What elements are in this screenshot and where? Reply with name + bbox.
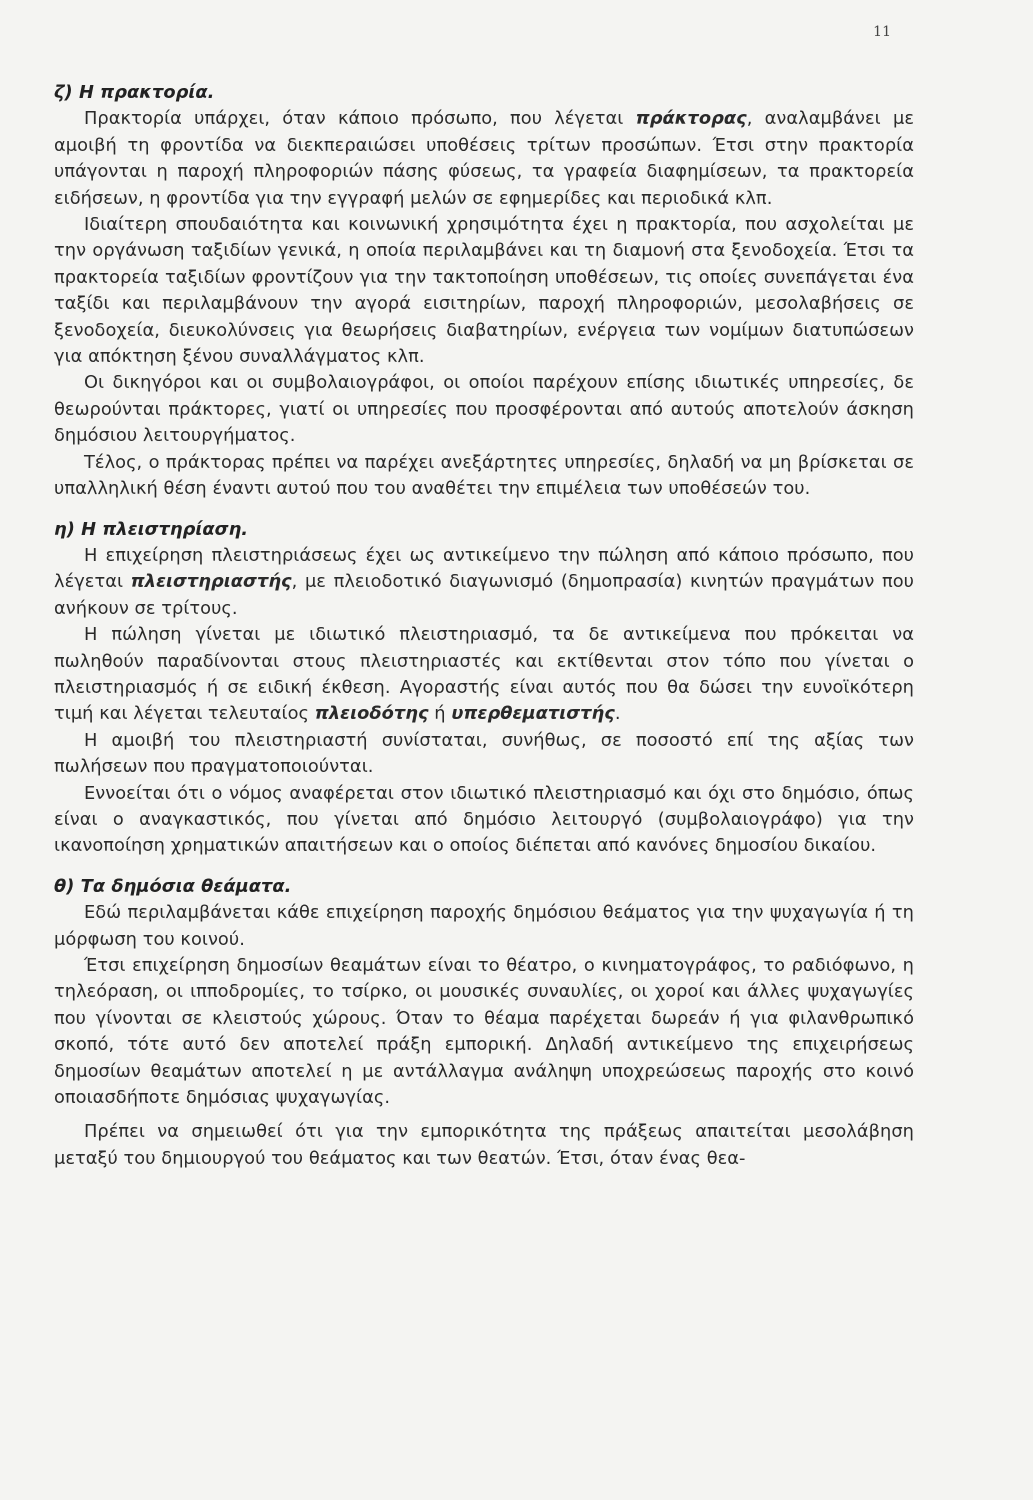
paragraph: Η επιχείρηση πλειστηριάσεως έχει ως αντικείμενο την πώληση από κάποιο πρόσωπο, που λέγεται πλειστηριαστής, με πλειοδοτικό διαγωνισμό (δημοπρασία) κινητών πραγμάτων που ανήκουν σε τρίτους. xyxy=(54,544,915,619)
section-heading-agency: ζ) Η πρακτορία. xyxy=(54,82,215,103)
defined-term: πλειστηριαστής xyxy=(130,571,292,593)
paragraph: Η αμοιβή του πλειστηριαστή συνίσταται, συνήθως, σε ποσοστό επί της αξίας των πωλήσεων που πραγματοποιούνται. xyxy=(54,729,914,778)
section-heading-auction: η) Η πλειστηρίαση. xyxy=(54,518,249,540)
paragraph: Εδώ περιλαμβάνεται κάθε επιχείρηση παροχής δημόσιου θεάματος για την ψυχαγωγία ή τη μόρφωση του κοινού. xyxy=(54,902,914,950)
defined-term: υπερθεματιστής xyxy=(451,703,615,725)
paragraph: Ιδιαίτερη σπουδαιότητα και κοινωνική χρησιμότητα έχει η πρακτορία, που ασχολείται με την οργάνωση ταξιδίων γενικά, η οποία περιλαμβάνει και τη διαμονή στα ξενοδοχεία. Έτσι τα πρακτορεία ταξιδίων φροντίζουν για την τακτοποίηση υποθέσεων, τις οποίες συνεπάγεται ένα ταξίδι και περιλαμβάνουν την αγορά εισιτηρίων, παροχή πληροφοριών, μεσολαβήσεις σε ξενοδοχεία, διευκολύνσεις για θεωρήσεις διαβατηρίων, ενέργεια των νομίμων διατυπώσεων για απόκτηση ξένου συναλλάγματος κλπ. xyxy=(54,214,914,368)
paragraph: Πρακτορία υπάρχει, όταν κάποιο πρόσωπο, που λέγεται πράκτορας, αναλαμβάνει με αμοιβή τη φροντίδα να διεκπεραιώσει υποθέσεις τρίτων προσώπων. Έτσι στην πρακτορία υπάγονται η παροχή πληροφοριών πάσης φύσεως, τα γραφεία διαφημίσεων, τα πρακτορεία ειδήσεων, η φροντίδα για την εγγραφή μελών σε εφημερίδες και περιοδικά κλπ. xyxy=(54,108,914,209)
defined-term: πράκτορας xyxy=(635,108,747,130)
page-number: 11 xyxy=(873,24,891,40)
page-body xyxy=(54,80,914,1172)
paragraph: Έτσι επιχείρηση δημοσίων θεαμάτων είναι το θέατρο, ο κινηματογράφος, το ραδιόφωνο, η τηλεόραση, οι ιπποδρομίες, το τσίρκο, οι μουσικές συναυλίες, οι χοροί και άλλες ψυχαγωγίες που γίνονται σε κλειστούς χώρους. Όταν το θέαμα παρέχεται δωρεάν ή για φιλανθρωπικό σκοπό, τότε αυτό δεν αποτελεί πράξη εμπορική. Δηλαδή αντικείμενο της επιχειρήσεως δημοσίων θεαμάτων αποτελεί η με αντάλλαγμα ανάληψη υποχρεώσεως παροχής στο κοινό οποιασδήποτε δημόσιας ψυχαγωγίας. xyxy=(54,955,914,1109)
paragraph: Οι δικηγόροι και οι συμβολαιογράφοι, οι οποίοι παρέχουν επίσης ιδιωτικές υπηρεσίες, δε θεωρούνται πράκτορες, γιατί οι υπηρεσίες που προσφέρονται από αυτούς αποτελούν άσκηση δημόσιου λειτουργήματος. xyxy=(54,372,914,447)
defined-term: πλειοδότης xyxy=(314,703,429,725)
paragraph: Εννοείται ότι ο νόμος αναφέρεται στον ιδιωτικό πλειστηριασμό και όχι στο δημόσιο, όπως είναι ο αναγκαστικός, που γίνεται από δημόσιο λειτουργό (συμβολαιογράφο) για την ικανοποίηση χρηματικών απαιτήσεων και ο οποίος διέπεται από κανόνες δημοσίου δικαίου. xyxy=(54,782,914,857)
paragraph: Η πώληση γίνεται με ιδιωτικό πλειστηριασμό, τα δε αντικείμενα που πρόκειται να πωληθούν παραδίνονται στους πλειστηριαστές και εκτίθενται στον τόπο που γίνεται ο πλειστηριασμός ή σε ειδική έκθεση. Αγοραστής είναι αυτός που θα δώσει την ευνοϊκότερη τιμή και λέγεται τελευταίος πλειοδότης ή υπερθεματιστής. xyxy=(54,624,914,725)
section-heading-public-shows: θ) Τα δημόσια θεάματα. xyxy=(54,875,292,897)
paragraph: Τέλος, ο πράκτορας πρέπει να παρέχει ανεξάρτητες υπηρεσίες, δηλαδή να μη βρίσκεται σε υπαλληλική θέση έναντι αυτού που του αναθέτει την επιμέλεια των υποθέσεών του. xyxy=(54,451,914,500)
paragraph: Πρέπει να σημειωθεί ότι για την εμπορικότητα της πράξεως απαιτείται μεσολάβηση μεταξύ του δημιουργού του θεάματος και των θεατών. Έτσι, όταν ένας θεα- xyxy=(54,1121,914,1169)
